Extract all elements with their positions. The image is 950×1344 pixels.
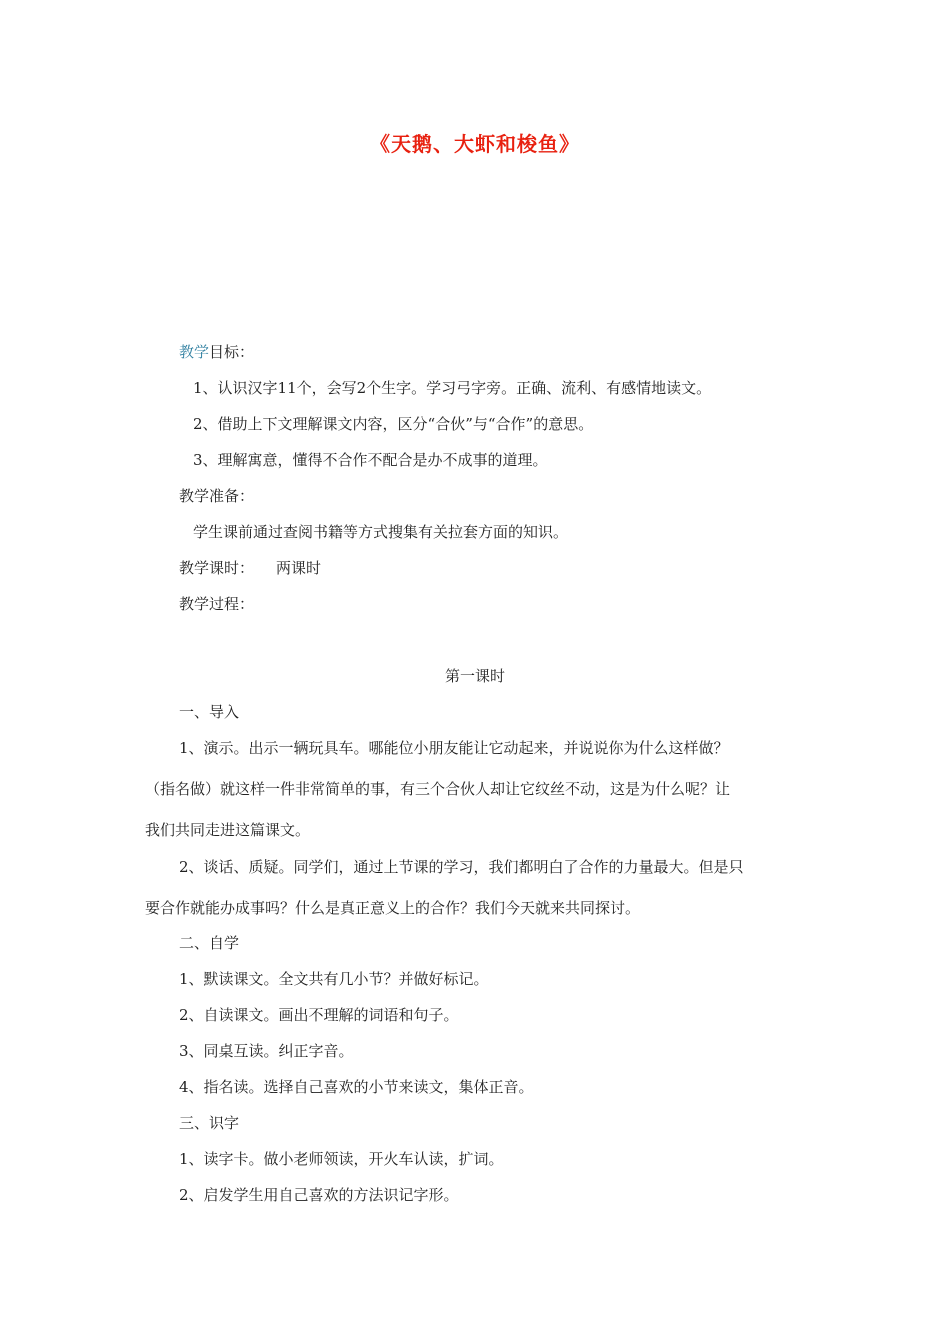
list-item: 3、同桌互读。纠正字音。	[179, 1042, 354, 1060]
section-heading: 三、识字	[179, 1114, 240, 1132]
objective-item: 1、认识汉字11个，会写2个生字。学习弓字旁。正确、流利、有感情地读文。	[193, 379, 712, 397]
list-item: 2、启发学生用自己喜欢的方法识记字形。	[179, 1186, 459, 1204]
section-heading: 一、导入	[179, 703, 240, 721]
hours-value: 两课时	[276, 559, 322, 577]
lesson-heading: 第一课时	[444, 667, 505, 685]
objective-item: 2、借助上下文理解课文内容，区分“合伙”与“合作”的意思。	[193, 415, 594, 433]
list-item: 1、读字卡。做小老师领读，开火车认读，扩词。	[179, 1150, 504, 1168]
objectives-label-highlight: 教学	[179, 343, 210, 361]
paragraph-line: 2、谈话、质疑。同学们，通过上节课的学习，我们都明白了合作的力量最大。但是只	[179, 858, 744, 876]
list-item: 1、默读课文。全文共有几小节？并做好标记。	[179, 970, 489, 988]
list-item: 4、指名读。选择自己喜欢的小节来读文，集体正音。	[179, 1078, 534, 1096]
section-heading: 二、自学	[179, 934, 240, 952]
objectives-label-rest: 目标：	[209, 343, 255, 361]
hours-line	[179, 557, 321, 579]
paragraph-line: （指名做）就这样一件非常简单的事，有三个合伙人却让它纹丝不动，这是为什么呢？让	[145, 780, 731, 798]
paragraph-line: 要合作就能办成事吗？什么是真正意义上的合作？我们今天就来共同探讨。	[145, 899, 641, 917]
objectives-label	[179, 341, 254, 363]
preparation-label: 教学准备：	[179, 487, 255, 505]
list-item: 2、自读课文。画出不理解的词语和句子。	[179, 1006, 459, 1024]
preparation-text: 学生课前通过查阅书籍等方式搜集有关拉套方面的知识。	[193, 523, 569, 541]
process-label: 教学过程：	[179, 595, 255, 613]
paragraph-line: 1、演示。出示一辆玩具车。哪能位小朋友能让它动起来，并说说你为什么这样做？	[179, 739, 729, 757]
objective-item: 3、理解寓意，懂得不合作不配合是办不成事的道理。	[193, 451, 548, 469]
hours-label: 教学课时：	[179, 559, 255, 577]
paragraph-line: 我们共同走进这篇课文。	[145, 821, 311, 839]
document-title: 《天鹅、大虾和梭鱼》	[370, 132, 580, 156]
